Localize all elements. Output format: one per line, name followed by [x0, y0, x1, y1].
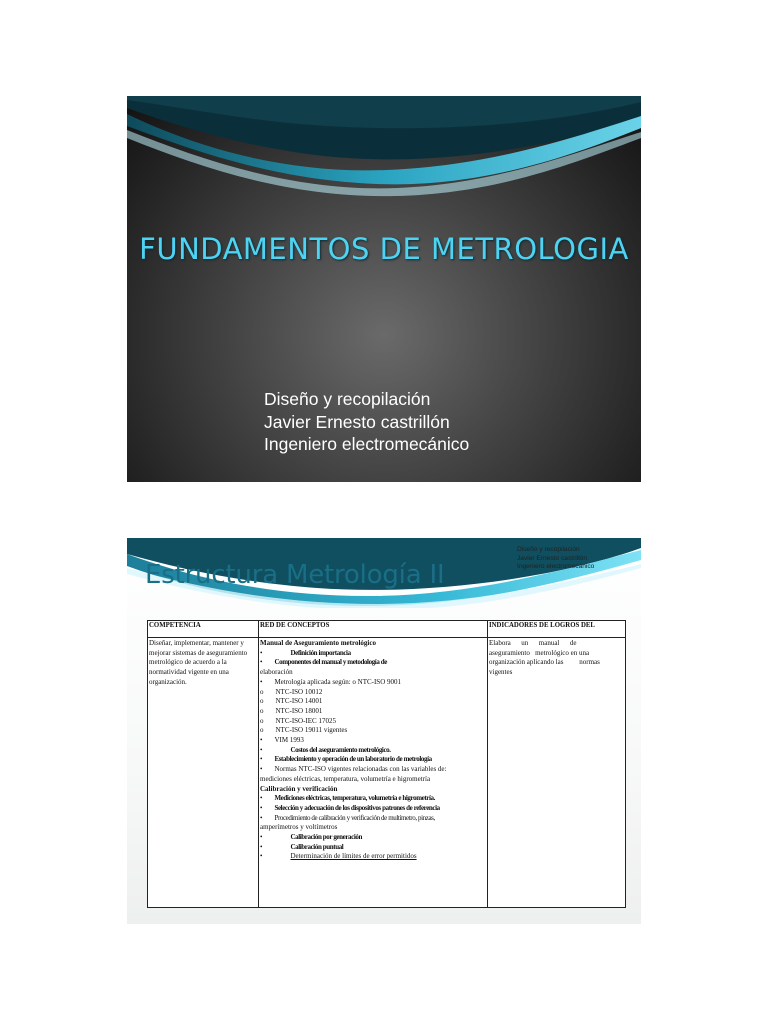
bullet: • [260, 658, 263, 667]
author-note-line: Ingeniero electromecánico [517, 563, 595, 571]
cell-line: organización. [149, 677, 187, 686]
bullet: • [260, 813, 263, 822]
table-row [148, 638, 626, 908]
list-item-text: Componentes del manual y metodología de [274, 658, 387, 667]
bullet: • [260, 745, 263, 754]
cell-line: Diseñar, implementar, mantener y [149, 639, 244, 647]
bullet: • [260, 803, 263, 812]
column-header: COMPETENCIA [148, 621, 259, 638]
conceptos-cell [259, 638, 488, 908]
list-item [260, 707, 486, 717]
bullet: o [260, 716, 264, 725]
bullet: • [260, 677, 263, 686]
list-item-text: Establecimiento y operación de un laboratorio de metrología [274, 755, 432, 764]
bullet: • [260, 755, 263, 764]
bullet: • [260, 648, 263, 657]
list-item [260, 726, 486, 736]
bullet: • [260, 852, 263, 861]
list-item [260, 804, 486, 814]
subtitle-line: Diseño y recopilación [264, 389, 431, 409]
list-item [260, 814, 486, 824]
list-item [260, 794, 486, 804]
subtitle-line: Javier Ernesto castrillón [264, 411, 450, 432]
column-header: INDICADORES DE LOGROS DEL [488, 621, 626, 638]
list-item-text: Determinación de límites de error permitidos [290, 852, 417, 861]
list-item-text: NTC-ISO-IEC 17025 [275, 716, 336, 725]
list-item [260, 678, 486, 688]
list-item-text: Calibración por generación [290, 833, 362, 842]
list-item-text: NTC-ISO 19011 vigentes [275, 726, 348, 735]
bullet: • [260, 765, 263, 774]
list-item-text: elaboración [260, 668, 293, 677]
list-item [260, 697, 486, 707]
list-item [260, 843, 486, 853]
bullet: • [260, 833, 263, 842]
list-item [260, 688, 486, 698]
list-item-text: NTC-ISO 18001 [275, 706, 323, 715]
bullet: o [260, 726, 264, 735]
list-item-text: Mediciones eléctricas, temperatura, volumetría e higrometría. [274, 794, 435, 803]
author-block [264, 388, 469, 456]
concept-heading: Calibración y verificación [260, 784, 338, 793]
decorative-wave [127, 96, 641, 216]
author-note-line: Diseño y recopilación [517, 546, 580, 553]
list-item [260, 649, 486, 659]
bullet: • [260, 842, 263, 851]
list-item-text: amperímetros y voltímetros [260, 823, 338, 832]
list-item-text: NTC-ISO 14001 [275, 697, 323, 706]
bullet: • [260, 736, 263, 745]
list-item [260, 658, 486, 668]
list-item-text: Calibración puntual [290, 842, 344, 851]
list-item-text: Costos del aseguramiento metrológico. [290, 745, 391, 754]
slide-title: FUNDAMENTOS DE METROLOGIA [139, 232, 629, 266]
list-item-text: Procedimiento de calibración y verificación de multímetro, pinzas, [274, 813, 435, 822]
cell-line: organización aplicando las normas [489, 658, 600, 667]
bullet: • [260, 794, 263, 803]
list-item [260, 852, 486, 862]
column-header: RED DE CONCEPTOS [259, 621, 488, 638]
author-note [517, 546, 594, 572]
competencia-cell [148, 638, 259, 908]
cell-line: mejorar sistemas de aseguramiento [149, 648, 248, 657]
cell-line: normatividad vigente en una [149, 668, 229, 677]
list-item [260, 755, 486, 765]
indicadores-cell [488, 638, 626, 908]
list-item-text: Metrología aplicada según: o NTC-ISO 9001 [274, 677, 402, 686]
structure-slide [127, 538, 641, 924]
list-item [260, 717, 486, 727]
list-item [260, 736, 486, 746]
list-item-text: Selección y adecuación de los dispositivos patrones de referencia [274, 803, 440, 812]
list-item [260, 765, 486, 775]
cell-line: vigentes [489, 668, 513, 677]
author-note-line: Javier Ernesto castrillón [517, 554, 587, 562]
subtitle-line: Ingeniero electromecánico [264, 434, 470, 454]
list-item-text: Normas NTC-ISO vigentes relacionadas con las variables de: [274, 765, 447, 774]
list-item-text: mediciones eléctricas, temperatura, volumetría e higrometría [260, 774, 431, 783]
list-item-text: Definición importancia [290, 648, 351, 657]
cell-line: aseguramiento metrológico en una [489, 648, 590, 657]
table-header-row [148, 621, 626, 638]
slide-heading: Estructura Metrología II [145, 560, 445, 590]
cell-line: Elabora un manual de [489, 639, 577, 647]
list-item [260, 833, 486, 843]
title-slide [127, 96, 641, 482]
list-item-text: VIM 1993 [274, 736, 304, 745]
structure-table [147, 620, 626, 908]
bullet: o [260, 706, 264, 715]
list-item-text: NTC-ISO 10012 [275, 687, 323, 696]
list-item [260, 746, 486, 756]
bullet: o [260, 687, 264, 696]
bullet: o [260, 697, 264, 706]
cell-line: metrológico de acuerdo a la [149, 658, 227, 667]
concept-heading: Manual de Aseguramiento metrológico [260, 639, 376, 647]
